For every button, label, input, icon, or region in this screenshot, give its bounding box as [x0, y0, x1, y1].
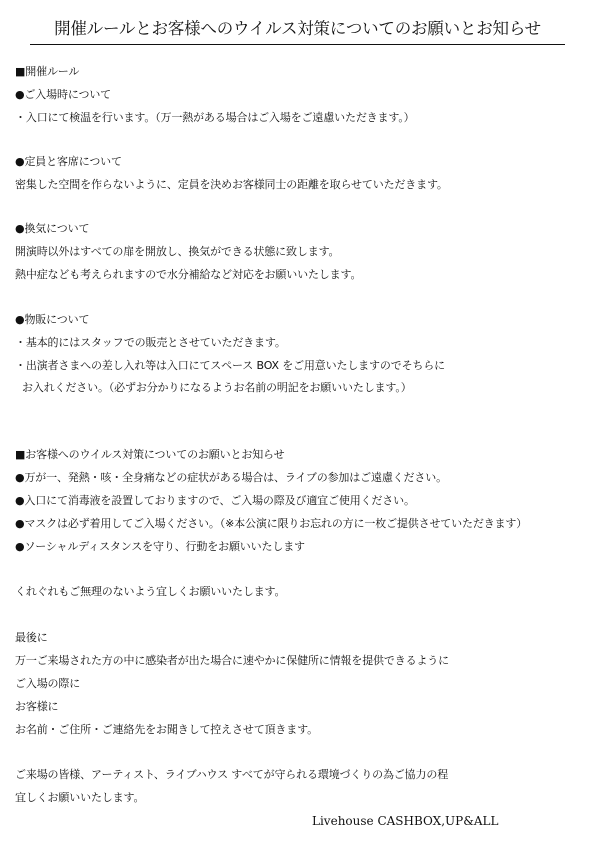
finally-text-1: 万一ご来場された方の中に感染者が出た場合に速やかに保健所に情報を提供できるように [15, 654, 449, 667]
finally-text-3: お客様に [15, 700, 59, 713]
rules-section-heading: ■開催ルール [15, 65, 80, 78]
page-title: 開催ルールとお客様へのウイルス対策についてのお願いとお知らせ [54, 19, 541, 38]
virus-section-heading: ■お客様へのウイルス対策についてのお願いとお知らせ [15, 448, 285, 461]
finally-text-2: ご入場の際に [15, 677, 81, 690]
ventilation-text-1: 開演時以外はすべての扉を開放し、換気ができる状態に致します。 [15, 245, 340, 258]
merch-text-3: お入れください。（必ずお分かりになるようお名前の明記をお願いいたします。） [22, 381, 412, 394]
entry-text: ・入口にて検温を行います。（万一熱がある場合はご入場をご遠慮いただきます。） [15, 111, 415, 124]
closing-text-1: ご来場の皆様、アーティスト、ライブハウス すべてが守られる環境づくりの為ご協力の程 [15, 768, 449, 781]
finally-text-4: お名前・ご住所・ご連絡先をお聞きして控えさせて頂きます。 [15, 723, 318, 736]
merch-text-2: ・出演者さまへの差し入れ等は入口にてスペース BOX をご用意いたしますのでそちらに [15, 359, 445, 372]
request-text: くれぐれもご無理のないよう宜しくお願いいたします。 [15, 585, 286, 598]
virus-item-symptoms: ●万が一、発熱・咳・全身痛などの症状がある場合は、ライブの参加はご遠慮ください。 [15, 471, 447, 484]
merch-text-1: ・基本的にはスタッフでの販売とさせていただきます。 [15, 336, 286, 349]
finally-heading: 最後に [15, 631, 48, 644]
venue-signature: Livehouse CASHBOX,UP&ALL [312, 814, 499, 828]
closing-text-2: 宜しくお願いいたします。 [15, 791, 145, 804]
ventilation-heading: ●換気について [15, 222, 90, 235]
capacity-heading: ●定員と客席について [15, 155, 122, 168]
merch-heading: ●物販について [15, 313, 90, 326]
title-underline [30, 44, 565, 45]
virus-item-mask: ●マスクは必ず着用してご入場ください。（※本公演に限りお忘れの方に一枚ご提供させていただきます） [15, 517, 528, 530]
entry-heading: ●ご入場時について [15, 88, 112, 101]
ventilation-text-2: 熱中症なども考えられますので水分補給など対応をお願いいたします。 [15, 268, 362, 281]
virus-item-disinfectant: ●入口にて消毒液を設置しておりますので、ご入場の際及び適宜ご使用ください。 [15, 494, 415, 507]
virus-item-distancing: ●ソーシャルディスタンスを守り、行動をお願いいたします [15, 540, 305, 553]
capacity-text: 密集した空間を作らないように、定員を決めお客様同士の距離を取らせていただきます。 [15, 178, 448, 191]
